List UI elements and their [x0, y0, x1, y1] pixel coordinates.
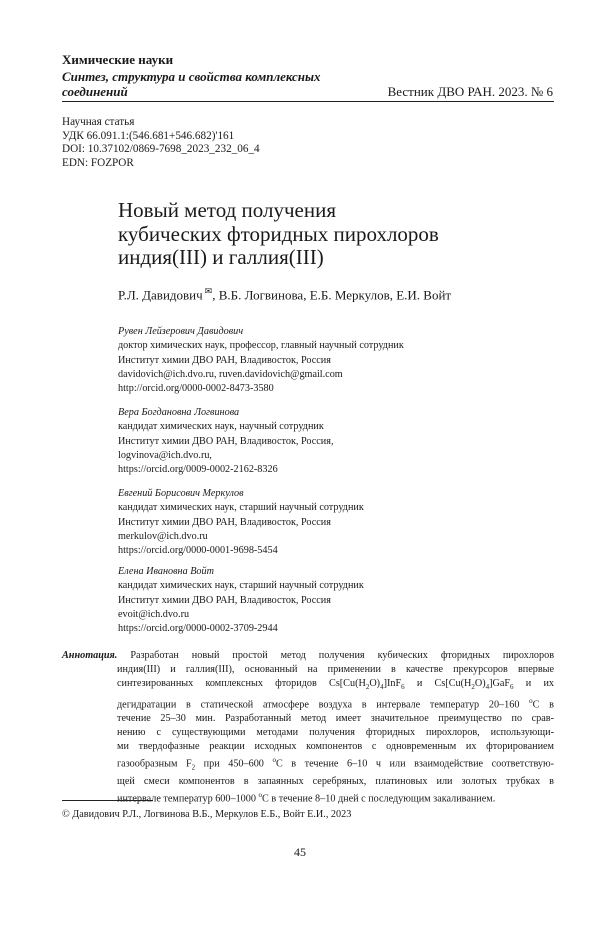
- author-institute: Институт химии ДВО РАН, Владивосток, Россия: [118, 354, 331, 366]
- abstract-line: ми твердофазные реакции исходных компонентов с одновременным их фторированием: [117, 740, 554, 752]
- abstract-line: интервале температур 600–1000 $^o$C в течение 8–10 дней с последующим закаливанием.: [117, 791, 496, 805]
- author-institute: Институт химии ДВО РАН, Владивосток, Россия,: [118, 435, 334, 447]
- edn: EDN: FOZPOR: [62, 157, 134, 170]
- author-position: кандидат химических наук, старший научный сотрудник: [118, 580, 364, 592]
- abstract: [62, 649, 554, 806]
- author-info-block: [118, 406, 334, 477]
- author-info-block: [118, 487, 364, 558]
- author-institute: Институт химии ДВО РАН, Владивосток, Россия: [118, 516, 331, 528]
- abstract-line: синтезированных комплексных фторидов $Cs[Cu(H_2O)_4]InF_6$ и $Cs[Cu(H_2O)_4]GaF_6$ и их: [117, 677, 555, 691]
- author-list: [118, 286, 451, 303]
- abstract-label: Аннотация.: [62, 650, 118, 661]
- author-email[interactable]: logvinova@ich.dvo.ru,: [118, 449, 212, 461]
- abstract-line: газообразным $F_2$ при 450–600 $^o$C в течение 6–10 ч или взаимодействие соответствую-: [117, 755, 555, 772]
- author-name: Вера Богдановна Логвинова: [118, 407, 240, 418]
- author-orcid[interactable]: https://orcid.org/0000-0001-9698-5454: [118, 545, 278, 557]
- abstract-line: течение 25–30 мин. Разработанный метод имеет значительное преимущество по срав-: [117, 713, 554, 725]
- author-position: доктор химических наук, профессор, главный научный сотрудник: [118, 340, 404, 352]
- abstract-line: индия(III) и галлия(III), основанный на применении в качестве прекурсоров впервые: [117, 663, 554, 675]
- author-info-block: [118, 565, 364, 636]
- abstract-line: Разработан новый простой метод получения кубических фторидных пирохлоров: [130, 650, 554, 661]
- author-position: кандидат химических наук, научный сотрудник: [118, 421, 324, 433]
- author-name: Елена Ивановна Войт: [118, 566, 214, 577]
- header-divider: [62, 101, 554, 102]
- author-name: Евгений Борисович Меркулов: [118, 488, 244, 499]
- author-institute: Институт химии ДВО РАН, Владивосток, Россия: [118, 594, 331, 606]
- footnote-divider: [62, 800, 153, 801]
- doi[interactable]: DOI: 10.37102/0869-7698_2023_232_06_4: [62, 143, 260, 156]
- abstract-line: нению с существующими методами получения фторидных пирохлоров, использующи-: [117, 726, 554, 738]
- abstract-line: дегидратации в статической атмосфере воздуха в интервале температур 20–160 $^o$C в: [117, 696, 554, 711]
- author-email[interactable]: davidovich@ich.dvo.ru, ruven.davidovich@gmail.com: [118, 368, 343, 380]
- title-line: индия(III) и галлия(III): [118, 245, 324, 269]
- author-orcid[interactable]: https://orcid.org/0000-0002-3709-2944: [118, 623, 278, 635]
- title-line: Новый метод получения: [118, 198, 336, 222]
- author-orcid[interactable]: http://orcid.org/0000-0002-8473-3580: [118, 383, 274, 395]
- section-title: Химические науки: [62, 52, 174, 67]
- udk: УДК 66.091.1:(546.681+546.682)'161: [62, 129, 235, 142]
- author-info-block: [118, 325, 404, 396]
- subsection-title: Синтез, структура и свойства комплексных соединений: [62, 69, 321, 99]
- author-email[interactable]: evoit@ich.dvo.ru: [118, 608, 190, 620]
- article-type: Научная статья: [62, 116, 135, 128]
- author-orcid[interactable]: https://orcid.org/0009-0002-2162-8326: [118, 464, 278, 476]
- author-email[interactable]: merkulov@ich.dvo.ru: [118, 530, 208, 542]
- author-name: Рувен Лейзерович Давидович: [118, 326, 244, 337]
- abstract-text: [62, 649, 554, 806]
- author-rest: , В.Б. Логвинова, Е.Б. Меркулов, Е.И. Войт: [212, 287, 452, 303]
- author-first: Р.Л. Давидович: [118, 287, 203, 303]
- title-line: кубических фторидных пирохлоров: [118, 221, 439, 246]
- article-meta: [62, 116, 260, 171]
- article-title: [118, 199, 439, 270]
- copyright-notice: © Давидович Р.Л., Логвинова В.Б., Меркулов Е.Б., Войт Е.И., 2023: [62, 809, 352, 820]
- journal-reference: Вестник ДВО РАН. 2023. № 6: [387, 84, 553, 99]
- envelope-icon[interactable]: ✉: [204, 286, 213, 296]
- abstract-line: щей смеси компонентов в запаянных серебряных, платиновых или золотых трубках в: [117, 776, 554, 788]
- author-position: кандидат химических наук, старший научный сотрудник: [118, 502, 364, 514]
- page-number: 45: [294, 845, 306, 859]
